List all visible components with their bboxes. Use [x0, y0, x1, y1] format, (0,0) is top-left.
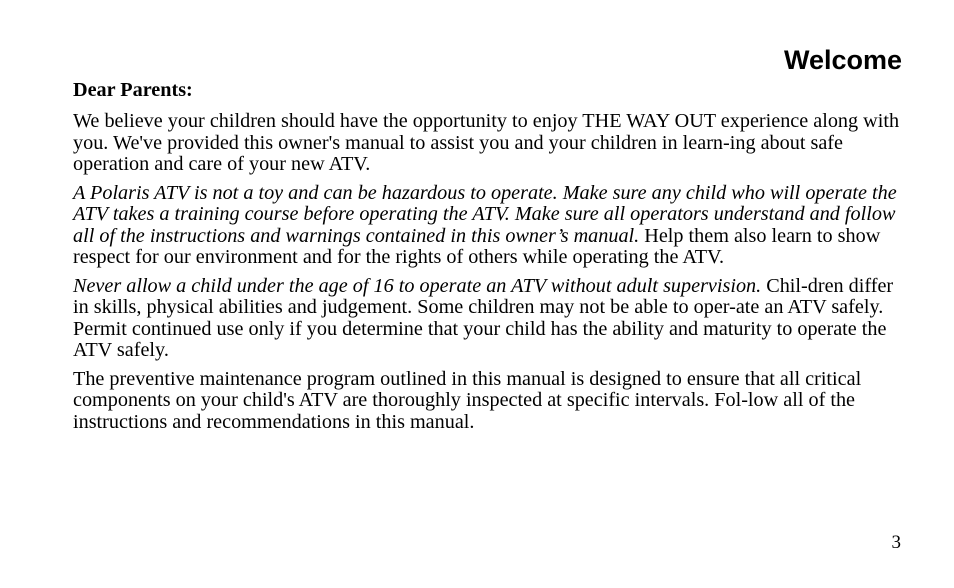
safety-warning-text: Help them also learn to show respect for our environment and for the rights of others while operating the ATV. — [73, 224, 881, 268]
paragraph-intro — [73, 111, 903, 176]
salutation: Dear Parents: — [73, 79, 193, 101]
paragraph-intro-text: We believe your children should have the opportunity to enjoy THE WAY OUT experience along with you. We've provided this owner's manual to assist you and your children in learn-ing about safe operation and care of your new ATV. — [73, 110, 900, 175]
page-title: Welcome — [783, 45, 902, 75]
page-number: 3 — [891, 532, 901, 553]
paragraph-maintenance-text: The preventive maintenance program outlined in this manual is designed to ensure that all critical components on your child's ATV are thoroughly inspected at specific intervals. Fol-low all of the instructions and recommendations in this manual. — [73, 367, 862, 433]
paragraph-age-warning — [73, 276, 903, 362]
age-warning-italic: Never allow a child under the age of 16 to operate an ATV without adult supervision. — [73, 274, 762, 297]
letter-body — [73, 79, 903, 440]
safety-warning-italic: A Polaris ATV is not a toy and can be hazardous to operate. Make sure any child who will operate the ATV takes a training course before operating the ATV. Make sure all operators understand and follow all of the instructions and warnings contained in this owner’s manual. — [73, 181, 897, 247]
age-warning-text: Chil-dren differ in skills, physical abilities and judgement. Some children may not be able to oper-ate an ATV safely. Permit continued use only if you determine that your child has the ability and maturity to operate the ATV safely. — [73, 274, 894, 361]
paragraph-safety-warning — [73, 183, 903, 269]
paragraph-maintenance — [73, 369, 903, 434]
